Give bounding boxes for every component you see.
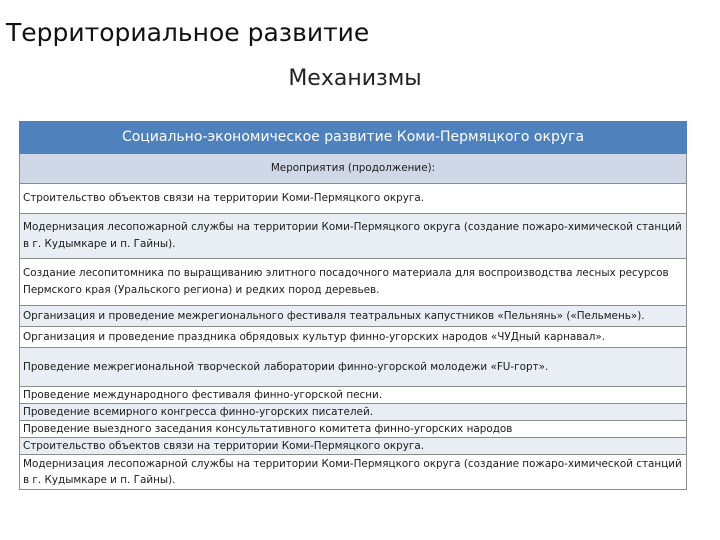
slide-title: Территориальное развитие <box>6 18 370 47</box>
table-header-row <box>20 122 687 154</box>
table-row <box>20 348 687 387</box>
table-row <box>20 259 687 306</box>
table-cell: Модернизация лесопожарной службы на территории Коми-Пермяцкого округа (создание пожаро-химической станций в г. Кудымкаре и п. Гайны). <box>20 214 687 259</box>
table-subheader: Мероприятия (продолжение): <box>20 154 687 184</box>
table-cell: Проведение международного фестиваля финно-угорской песни. <box>20 387 687 404</box>
subtitle-text: Механизмы <box>288 66 422 91</box>
table-cell: Создание лесопитомника по выращиванию элитного посадочного материала для воспроизводства лесных ресурсов Пермского края (Уральского региона) и редких пород деревьев. <box>20 259 687 306</box>
table-cell: Проведение выездного заседания консультативного комитета финно-угорских народов <box>20 421 687 438</box>
measures-table <box>19 121 687 490</box>
table-row <box>20 404 687 421</box>
table-row <box>20 306 687 327</box>
slide-subtitle <box>0 66 710 91</box>
table-row <box>20 327 687 348</box>
table-row <box>20 438 687 455</box>
table-row <box>20 387 687 404</box>
table-cell: Организация и проведение межрегионального фестиваля театральных капустников «Пельнянь» («Пельмень»). <box>20 306 687 327</box>
table-row <box>20 455 687 490</box>
table-row <box>20 421 687 438</box>
table-row <box>20 184 687 214</box>
table-cell: Строительство объектов связи на территории Коми-Пермяцкого округа. <box>20 438 687 455</box>
table-cell: Модернизация лесопожарной службы на территории Коми-Пермяцкого округа (создание пожаро-химической станций в г. Кудымкаре и п. Гайны). <box>20 455 687 490</box>
table-cell: Проведение всемирного конгресса финно-угорских писателей. <box>20 404 687 421</box>
table-row <box>20 214 687 259</box>
table-cell: Организация и проведение праздника обрядовых культур финно-угорских народов «ЧУДный карнавал». <box>20 327 687 348</box>
table-cell: Строительство объектов связи на территории Коми-Пермяцкого округа. <box>20 184 687 214</box>
table-subheader-row <box>20 154 687 184</box>
table-header: Социально-экономическое развитие Коми-Пермяцкого округа <box>20 122 687 154</box>
table-cell: Проведение межрегиональной творческой лаборатории финно-угорской молодежи «FU-горт». <box>20 348 687 387</box>
